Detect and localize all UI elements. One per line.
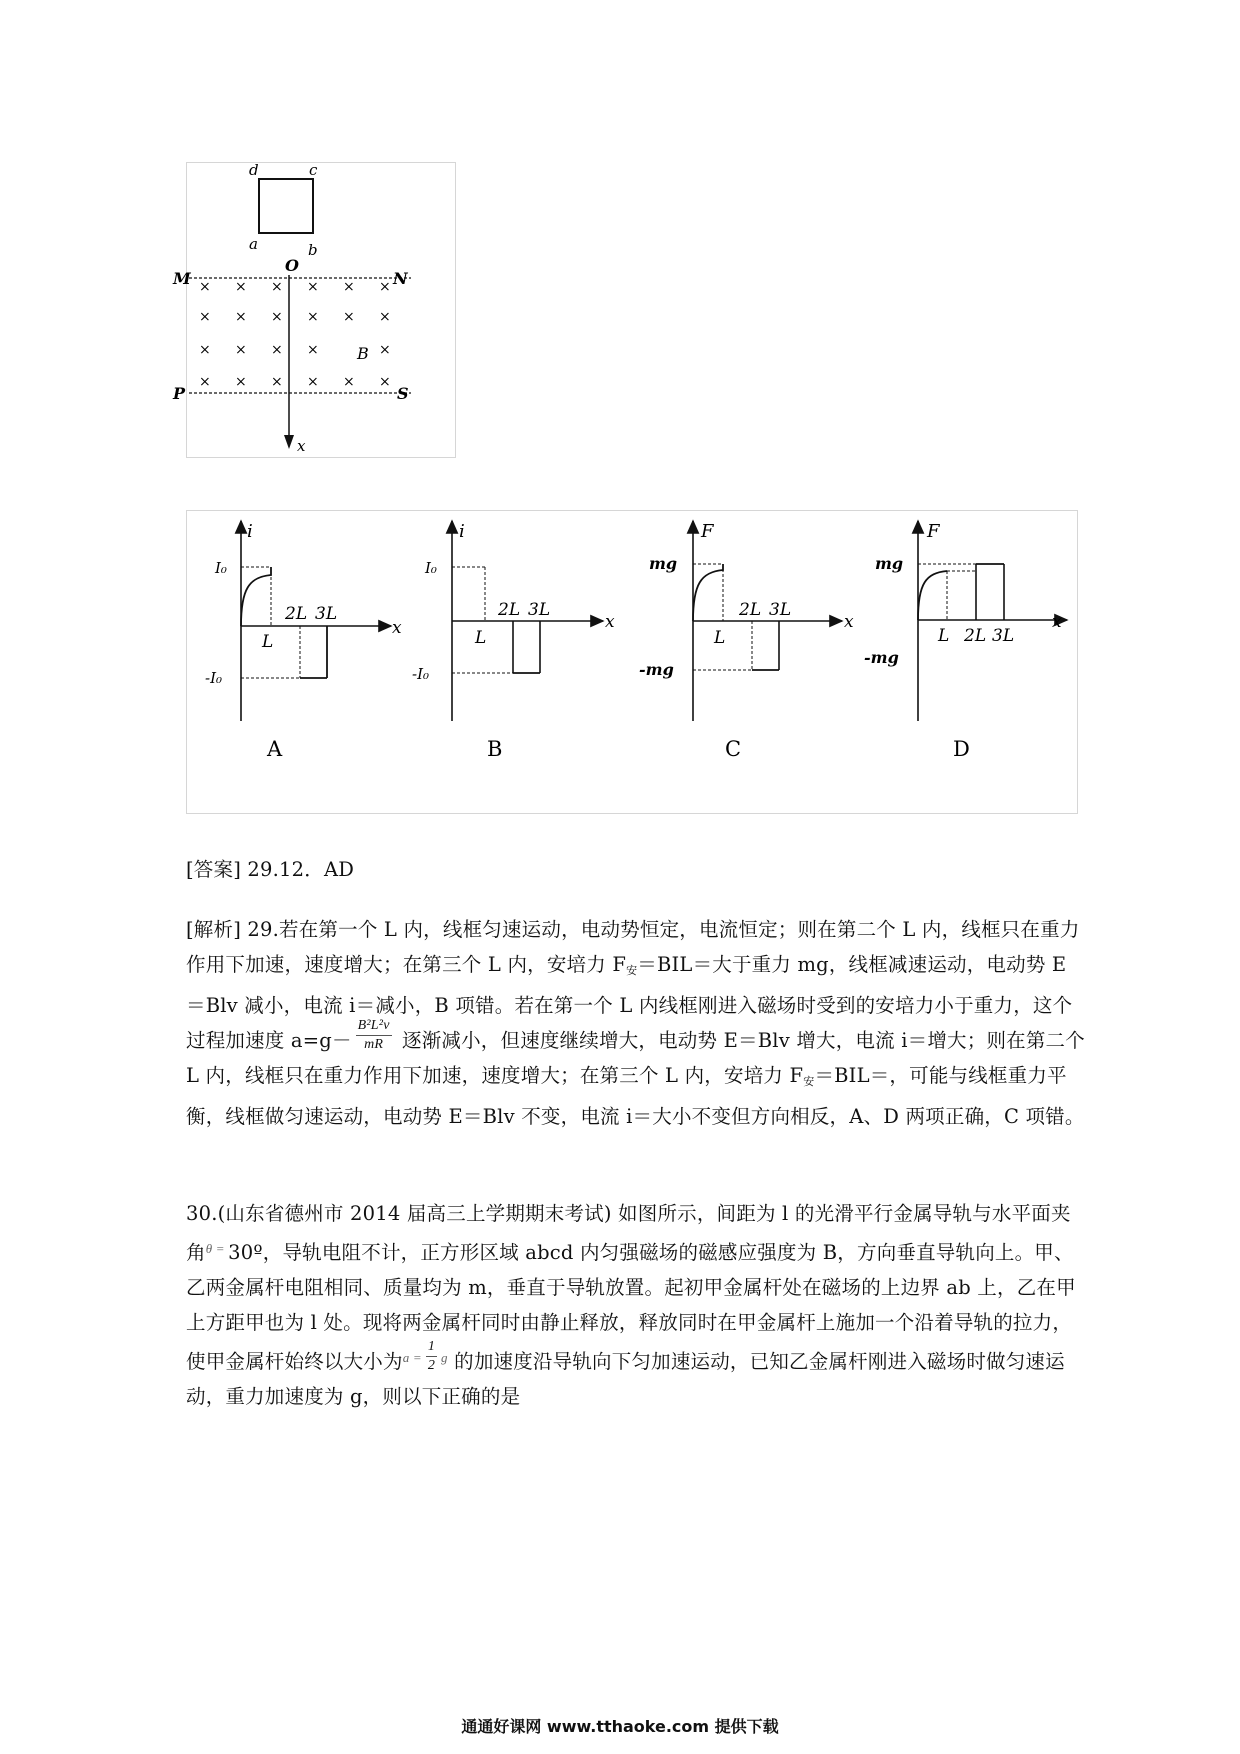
graph-D-3L-label: 3L <box>992 626 1015 646</box>
field-cross-mark: × <box>343 309 355 325</box>
problem-30 <box>186 1196 1086 1414</box>
theta-symbol: θ = <box>205 1241 229 1256</box>
fraction-numerator: B²L²v <box>356 1017 392 1036</box>
answer-graphs-diagram <box>187 511 1077 813</box>
field-cross-mark: × <box>235 309 247 325</box>
analysis-sentence-4: ＝BIL＝，可能与线框重力平衡，线框做匀速运动，电动势 E＝Blv 不变，电流 i＝大小不变但方向相反，A、D 两项正确，C 项错。 <box>186 1064 1085 1128</box>
accel-denominator: 2 <box>427 1358 436 1373</box>
label-d: d <box>249 161 259 179</box>
field-cross-mark: × <box>379 309 391 325</box>
accel-lhs: a = <box>402 1350 422 1365</box>
graph-B <box>412 521 615 761</box>
field-cross-mark: × <box>271 342 283 358</box>
graph-C-x-label: x <box>844 612 854 632</box>
field-cross-mark: × <box>199 279 211 295</box>
graph-C-L-label: L <box>714 628 726 648</box>
field-cross-mark: × <box>379 374 391 390</box>
field-cross-mark: × <box>199 374 211 390</box>
figure-loop-field <box>173 161 456 458</box>
field-cross-mark: × <box>199 342 211 358</box>
graph-D-L-label: L <box>938 626 950 646</box>
label-a: a <box>249 235 258 253</box>
x-axis-arrow <box>284 435 294 449</box>
graph-A-curve <box>241 567 271 626</box>
page-footer: 通通好课网 www.tthaoke.com 提供下载 <box>461 1717 779 1736</box>
graph-D <box>864 521 1067 761</box>
field-cross-mark: × <box>271 374 283 390</box>
fraction-denominator: mR <box>364 1037 384 1052</box>
graph-A-3L-label: 3L <box>315 604 338 624</box>
field-cross-mark: × <box>307 309 319 325</box>
field-cross-mark: × <box>307 374 319 390</box>
graph-C <box>639 521 854 761</box>
subscript-an-1: 安 <box>626 964 638 977</box>
graph-D-2L-label: 2L <box>964 626 987 646</box>
accel-numerator: 1 <box>426 1338 437 1357</box>
graph-C-top-label: mg <box>649 554 678 573</box>
graph-B-caption: B <box>487 737 503 761</box>
subscript-an-2: 安 <box>803 1075 815 1088</box>
graph-A-bottom-label: -I₀ <box>205 669 223 687</box>
graph-D-x-label: x <box>1052 612 1062 632</box>
analysis-sentence-1: [解析] 29.若在第一个 L 内，线框匀速运动，电动势恒定，电流恒定；则在第二个 L 内，线框只在重力作用下加速，速度增大；在第三个 L 内，安培力 F <box>186 918 1080 976</box>
graph-A <box>205 521 402 761</box>
label-b: b <box>308 241 318 259</box>
graph-B-L-label: L <box>475 628 487 648</box>
analysis-sentence-3: 逐渐减小，但速度继续增大，电动势 E＝Blv 增大，电流 i＝增大；则在第二个 L 内，线框只在重力作用下加速，速度增大；在第三个 L 内，安培力 F <box>186 1029 1085 1087</box>
label-N: N <box>393 269 408 288</box>
field-cross-mark: × <box>271 309 283 325</box>
graph-B-top-label: I₀ <box>425 559 437 577</box>
graph-C-bottom-label: -mg <box>639 660 674 679</box>
field-cross-mark: × <box>307 342 319 358</box>
field-crosses <box>199 279 391 390</box>
accel-g: g <box>441 1350 448 1365</box>
label-S: S <box>397 384 409 403</box>
problem-30-text <box>186 1196 1086 1414</box>
label-O: O <box>285 256 299 275</box>
answer-text: [答案] 29.12．AD <box>186 858 355 881</box>
analysis-sentence-2: ＝BIL＝大于重力 mg，线框减速运动，电动势 E＝Blv 减小，电流 i＝减小，B 项错。若在第一个 L 内线框刚进入磁场时受到的安培力小于重力，这个过程加速度 a=g－ <box>186 953 1073 1052</box>
analysis-text <box>186 912 1086 1134</box>
field-cross-mark: × <box>379 342 391 358</box>
field-cross-mark: × <box>235 342 247 358</box>
graph-A-2L-label: 2L <box>285 604 308 624</box>
graph-A-y-label: i <box>247 521 253 542</box>
analysis-paragraph <box>186 912 1086 1134</box>
graph-C-y-label: F <box>701 521 714 542</box>
field-cross-mark: × <box>235 374 247 390</box>
graph-D-caption: D <box>953 737 970 761</box>
label-M: M <box>173 269 191 288</box>
graph-A-x-label: x <box>392 618 402 638</box>
field-cross-mark: × <box>307 279 319 295</box>
label-P: P <box>173 384 186 403</box>
graph-C-curve <box>693 564 723 621</box>
graph-A-L-label: L <box>262 632 274 652</box>
label-x: x <box>297 437 306 455</box>
acceleration-fraction <box>356 1017 392 1054</box>
field-cross-mark: × <box>343 374 355 390</box>
graph-D-top-label: mg <box>875 554 904 573</box>
graph-B-bottom-label: -I₀ <box>412 665 430 683</box>
graph-C-3L-label: 3L <box>769 600 792 620</box>
problem-30-part-1: 30.(山东省德州市 2014 届高三上学期期末考试) 如图所示，间距为 l 的光滑平行金属导轨与水平面夹角 <box>186 1202 1071 1264</box>
answer-line <box>186 852 1086 887</box>
graph-C-caption: C <box>725 737 742 761</box>
graph-B-y-label: i <box>459 521 465 542</box>
field-cross-mark: × <box>271 279 283 295</box>
field-cross-mark: × <box>199 309 211 325</box>
graph-A-top-label: I₀ <box>215 559 227 577</box>
square-loop <box>259 179 313 233</box>
figure-answer-graphs <box>186 510 1078 814</box>
problem-30-part-3: 的加速度沿导轨向下匀加速运动，已知乙金属杆刚进入磁场时做匀速运动，重力加速度为 g，则以下正确的是 <box>186 1350 1065 1408</box>
accel-fraction <box>426 1338 437 1375</box>
graph-C-2L-label: 2L <box>739 600 762 620</box>
problem-30-part-2: 30º，导轨电阻不计，正方形区域 abcd 内匀强磁场的磁感应强度为 B，方向垂直导轨向上。甲、乙两金属杆电阻相同、质量均为 m，垂直于导轨放置。起初甲金属杆处在磁场的上边界 ab 上，乙在甲上方距甲也为 l 处。现将两金属杆同时由静止释放，释放同时在甲金属杆上施加一个沿着导轨的拉力，使甲金属杆始终以大小为 <box>186 1241 1076 1373</box>
label-c: c <box>309 161 318 179</box>
graph-B-x-label: x <box>605 612 615 632</box>
field-cross-mark: × <box>379 279 391 295</box>
graph-D-curve <box>918 571 947 620</box>
field-cross-mark: × <box>235 279 247 295</box>
graph-D-y-label: F <box>927 521 940 542</box>
label-B: B <box>357 344 369 363</box>
graph-A-caption: A <box>267 737 283 761</box>
loop-field-diagram <box>173 161 455 457</box>
field-cross-mark: × <box>343 279 355 295</box>
graph-D-bottom-label: -mg <box>864 648 899 667</box>
graph-B-3L-label: 3L <box>528 600 551 620</box>
graph-B-2L-label: 2L <box>498 600 521 620</box>
